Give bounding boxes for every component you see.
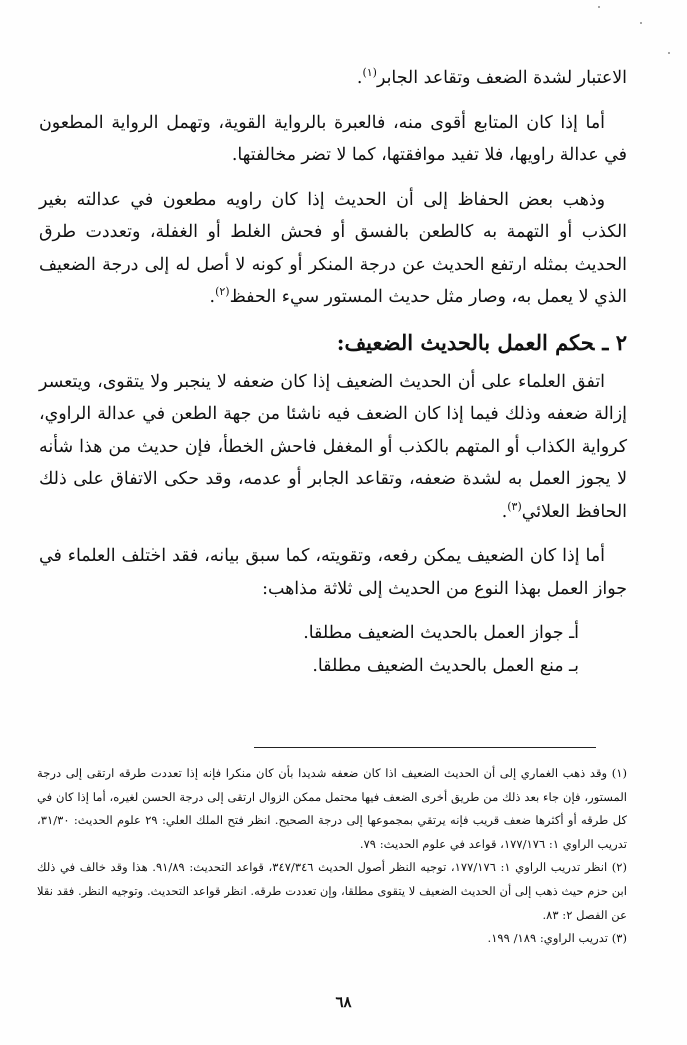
footnote-ref-1: (١) bbox=[362, 66, 377, 80]
section-title: حكم العمل بالحديث الضعيف: bbox=[336, 329, 595, 355]
list-item: أـ جواز العمل بالحديث الضعيف مطلقا. bbox=[303, 623, 579, 643]
scan-speck bbox=[640, 22, 642, 24]
opinions-list bbox=[39, 617, 627, 683]
scan-speck bbox=[668, 52, 670, 54]
scan-speck bbox=[598, 6, 600, 8]
main-text bbox=[39, 62, 627, 683]
footnote-ref-3: (٣) bbox=[507, 499, 522, 513]
footnote-ref-2: (٢) bbox=[215, 285, 230, 299]
footnote-separator bbox=[254, 747, 596, 748]
paragraph-consensus: اتفق العلماء على أن الحديث الضعيف إذا كان ضعفه لا ينجبر ولا يتقوى، ويتعسر إزالة ضعفه وذلك فيما إذا كان الضعف فيه ناشئا من جهة الطعن في عدالة الراوي، كرواية الكذاب أو المتهم بالكذب أو المغفل فاحش الخطأ، فإن حديث من هذا شأنه لا يجوز العمل به لشدة ضعفه، وتقاعد الجابر أو عدمه، وقد حكى الاتفاق على ذلك الحافظ العلائي$^{(٣)}$. bbox=[39, 371, 627, 522]
footnotes bbox=[37, 762, 627, 951]
section-number: ٢ ـ bbox=[602, 329, 627, 355]
page-number: ٦٨ bbox=[335, 993, 352, 1011]
section-heading bbox=[39, 326, 627, 360]
footnote-2: (٢) انظر تدريب الراوي ١: ١٧٧/١٧٦، توجيه النظر أصول الحديث ٣٤٧/٣٤٦، قواعد التحديث: ٩١/٨٩. هذا وقد خالف في ذلك ابن حزم حيث ذهب إلى أن الحديث الضعيف لا يتقوى مطلقا، وإن تعددت طرقه. انظر قواعد التحديث. وتوجيه النظر. فقد نقلا عن الفصل ٢: ٨٣. bbox=[37, 860, 628, 922]
paragraph-disagreement: أما إذا كان الضعيف يمكن رفعه، وتقويته، كما سبق بيانه، فقد اختلف العلماء في جواز العمل بهذا النوع من الحديث إلى ثلاثة مذاهب: bbox=[39, 546, 627, 599]
list-item: بـ منع العمل بالحديث الضعيف مطلقا. bbox=[312, 656, 579, 676]
footnote-3: (٣) تدريب الراوي: ١٨٩/ ١٩٩. bbox=[487, 931, 627, 946]
paragraph-huffaz-opinion: وذهب بعض الحفاظ إلى أن الحديث إذا كان راويه مطعون في عدالته بغير الكذب أو التهمة به كالطعن بالفسق أو فحش الغلط أو الغفلة، وتعددت طرق الحديث بمثله ارتفع الحديث عن درجة المنكر أو كونه لا أصل له إلى درجة الضعيف الذي لا يعمل به، وصار مثل حديث المستور سيء الحفظ$^{(٢)}$. bbox=[39, 189, 627, 307]
footnote-1: (١) وقد ذهب الغماري إلى أن الحديث الضعيف اذا كان ضعفه شديدا بأن كان منكرا فإنه إذا تعددت طرقه ارتقى إلى درجة المستور، فإن جاء بعد ذلك من طريق أخرى الضعف فيها محتمل ممكن الزوال ارتقى إلى درجة الحسن لغيره، أما إذا كان في كل طرقه أو أكثرها ضعف قريب فإنه يرتقي بمجموعها إلى درجة الصحيح. انظر فتح الملك العلي: ٢٩ علوم الحديث: ٣١/٣٠، تدريب الراوي ١: ١٧٧/١٧٦، قواعد في علوم الحديث: ٧٩. bbox=[37, 766, 627, 851]
paragraph-stronger-follower: أما إذا كان المتابع أقوى منه، فالعبرة بالرواية القوية، وتهمل الرواية المطعون في عدالة راويها، فلا تفيد موافقتها، كما لا تضر مخالفتها. bbox=[39, 112, 627, 165]
paragraph-continuation: الاعتبار لشدة الضعف وتقاعد الجابر$^{(١)}$. bbox=[356, 66, 627, 88]
